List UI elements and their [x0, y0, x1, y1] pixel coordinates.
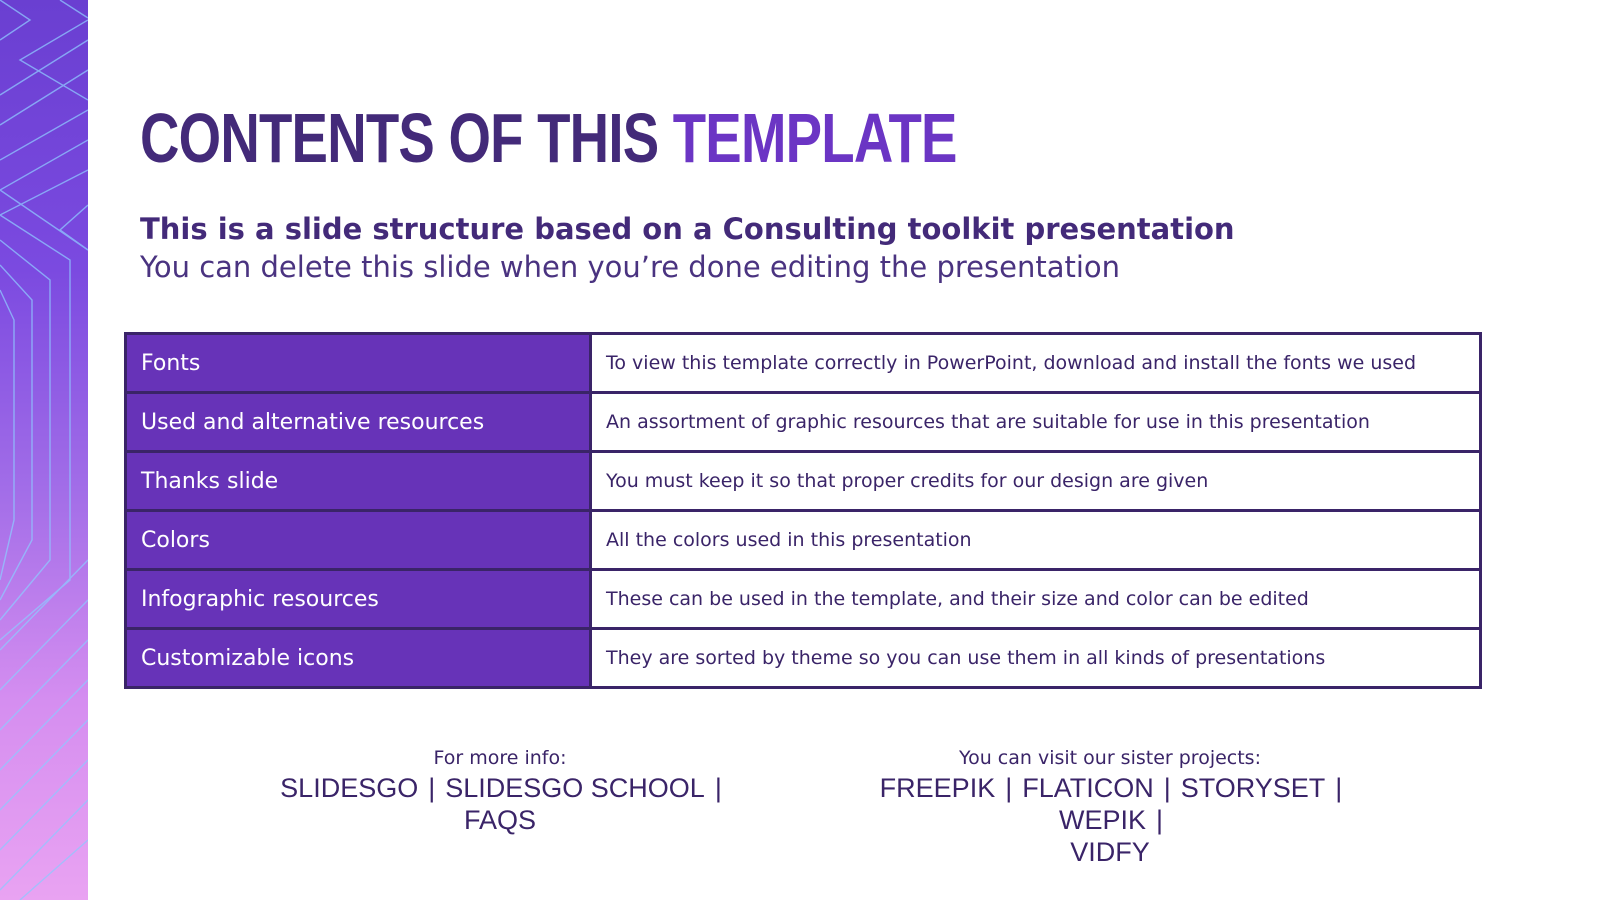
subtitle-block — [140, 210, 1440, 286]
page-title — [140, 96, 957, 180]
contents-table — [124, 332, 1482, 689]
link-slidesgo[interactable]: SLIDESGO — [280, 773, 419, 803]
subtitle-line-1: This is a slide structure based on a Consulting toolkit presentation — [140, 212, 1235, 246]
link-slidesgo-school[interactable]: SLIDESGO SCHOOL — [445, 773, 705, 803]
table-row — [126, 570, 1481, 629]
link-flaticon[interactable]: FLATICON — [1022, 773, 1154, 803]
link-separator: | — [1156, 805, 1164, 835]
decorative-side-strip — [0, 0, 88, 900]
table-row — [126, 452, 1481, 511]
link-freepik[interactable]: FREEPIK — [879, 773, 996, 803]
table-row — [126, 334, 1481, 393]
subtitle-line-2: You can delete this slide when you’re done editing the presentation — [140, 250, 1121, 284]
row-description: You must keep it so that proper credits for our design are given — [591, 452, 1481, 511]
footer-more-info-links — [240, 772, 760, 836]
row-label: Colors — [126, 511, 591, 570]
row-label: Infographic resources — [126, 570, 591, 629]
table-row — [126, 511, 1481, 570]
link-separator: | — [1163, 773, 1171, 803]
link-separator: | — [428, 773, 436, 803]
row-label: Thanks slide — [126, 452, 591, 511]
row-label: Used and alternative resources — [126, 393, 591, 452]
row-label: Customizable icons — [126, 629, 591, 688]
link-vidfy[interactable]: VIDFY — [1070, 837, 1150, 867]
footer-more-info-label: For more info: — [433, 747, 567, 769]
link-separator: | — [1335, 773, 1343, 803]
title-main: CONTENTS OF THIS — [140, 99, 673, 177]
row-description: All the colors used in this presentation — [591, 511, 1481, 570]
footer-sister-projects-label: You can visit our sister projects: — [959, 747, 1261, 769]
footer-more-info — [240, 744, 760, 836]
link-separator: | — [1005, 773, 1013, 803]
footer-sister-projects — [850, 744, 1370, 868]
row-label: Fonts — [126, 334, 591, 393]
link-faqs[interactable]: FAQS — [463, 805, 537, 835]
footer-sister-projects-links — [850, 772, 1370, 868]
link-separator: | — [714, 773, 722, 803]
link-storyset[interactable]: STORYSET — [1180, 773, 1326, 803]
row-description: An assortment of graphic resources that are suitable for use in this presentation — [591, 393, 1481, 452]
table-row — [126, 629, 1481, 688]
link-wepik[interactable]: WEPIK — [1058, 805, 1146, 835]
row-description: They are sorted by theme so you can use them in all kinds of presentations — [591, 629, 1481, 688]
decorative-lines-graphic — [0, 0, 88, 900]
row-description: To view this template correctly in PowerPoint, download and install the fonts we used — [591, 334, 1481, 393]
row-description: These can be used in the template, and their size and color can be edited — [591, 570, 1481, 629]
title-accent: TEMPLATE — [672, 99, 957, 177]
table-row — [126, 393, 1481, 452]
